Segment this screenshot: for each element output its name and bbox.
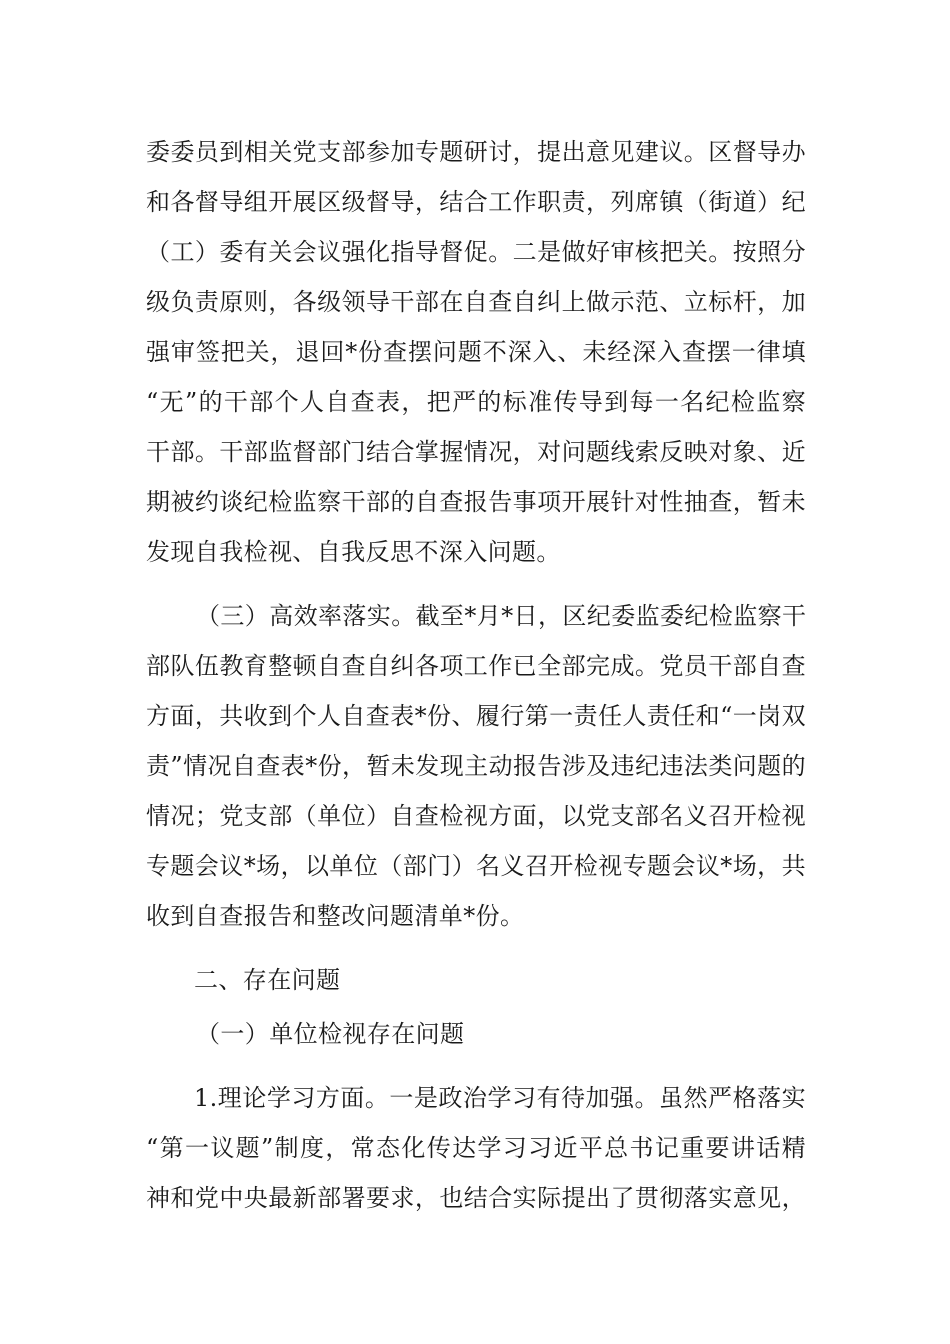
subsection-heading: （一）单位检视存在问题 xyxy=(196,1020,465,1048)
text-line: 专题会议*场，以单位（部门）名义召开检视专题会议*场，共 xyxy=(146,852,806,880)
text-line: （工）委有关会议强化指导督促。二是做好审核把关。按照分 xyxy=(146,238,806,266)
text-line: 强审签把关，退回*份查摆问题不深入、未经深入查摆一律填 xyxy=(146,338,806,366)
text-line: “无”的干部个人自查表，把严的标准传导到每一名纪检监察 xyxy=(146,388,806,416)
text-line: 方面，共收到个人自查表*份、履行第一责任人责任和“一岗双 xyxy=(146,702,806,730)
section-heading: 二、存在问题 xyxy=(194,966,341,994)
text-line: 责”情况自查表*份，暂未发现主动报告涉及违纪违法类问题的 xyxy=(146,752,806,780)
text-line: 期被约谈纪检监察干部的自查报告事项开展针对性抽查，暂未 xyxy=(146,488,806,516)
text-line: 干部。干部监督部门结合掌握情况，对问题线索反映对象、近 xyxy=(146,438,806,466)
text-line: “第一议题”制度，常态化传达学习习近平总书记重要讲话精 xyxy=(146,1134,806,1162)
text-line: 神和党中央最新部署要求，也结合实际提出了贯彻落实意见， xyxy=(146,1184,806,1212)
text-line: 部队伍教育整顿自查自纠各项工作已全部完成。党员干部自查 xyxy=(146,652,806,680)
text-line: 委委员到相关党支部参加专题研讨，提出意见建议。区督导办 xyxy=(146,138,806,166)
text-line: 情况；党支部（单位）自查检视方面，以党支部名义召开检视 xyxy=(146,802,806,830)
text-line: 级负责原则，各级领导干部在自查自纠上做示范、立标杆，加 xyxy=(146,288,806,316)
text-line: 收到自查报告和整改问题清单*份。 xyxy=(146,902,525,930)
text-line: 1.理论学习方面。一是政治学习有待加强。虽然严格落实 xyxy=(194,1084,806,1112)
text-line: （三）高效率落实。截至*月*日，区纪委监委纪检监察干 xyxy=(196,602,807,630)
text-line: 发现自我检视、自我反思不深入问题。 xyxy=(146,538,561,566)
text-line: 和各督导组开展区级督导，结合工作职责，列席镇（街道）纪 xyxy=(146,188,806,216)
